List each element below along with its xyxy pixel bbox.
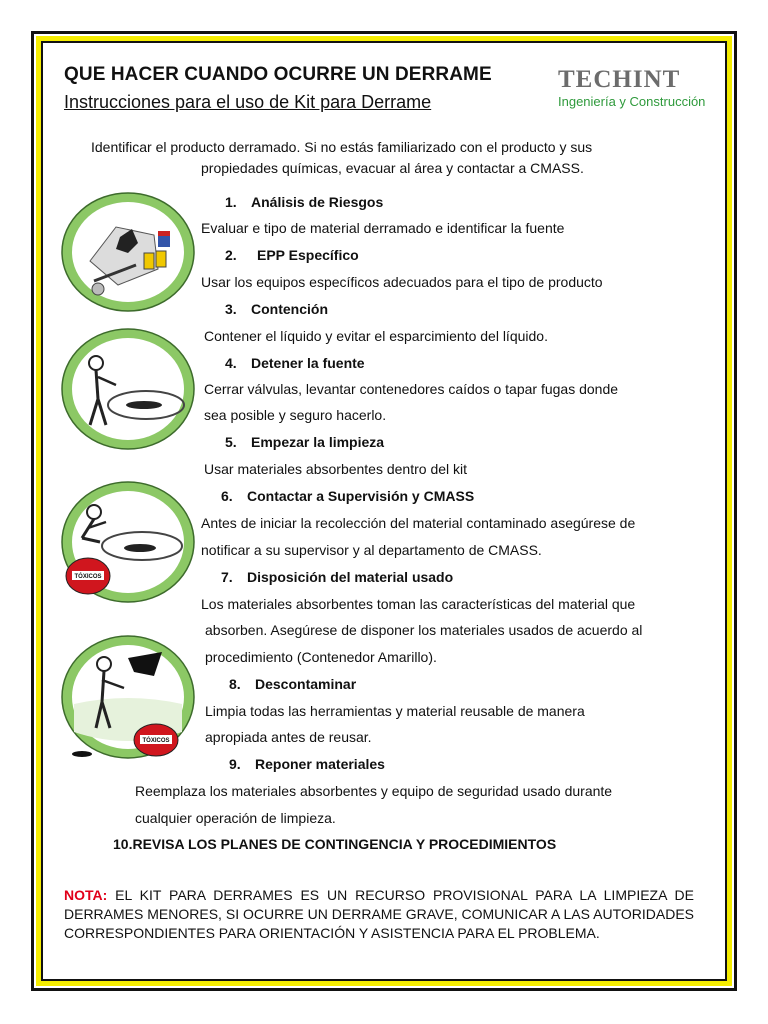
toxic-drum-label: TÓXICOS (74, 574, 102, 580)
step-2-text: Usar los equipos específicos adecuados para el tipo de producto (201, 274, 603, 290)
risk-analysis-illustration (58, 189, 198, 315)
toxic-drum-label-2: TÓXICOS (142, 738, 170, 744)
step-4-text-2: sea posible y seguro hacerlo. (204, 407, 387, 423)
techint-logo: TECHINT (558, 66, 681, 93)
step-7-text-2: absorben. Asegúrese de disponer los materiales usados de acuerdo al (205, 622, 643, 638)
step-10-heading: 10.REVISA LOS PLANES DE CONTINGENCIA Y PROCEDIMIENTOS (113, 836, 557, 852)
note-paragraph (64, 886, 694, 943)
step-8-text-2: apropiada antes de reusar. (205, 729, 372, 745)
step-3-heading: 3. Contención (225, 301, 328, 317)
page-title: QUE HACER CUANDO OCURRE UN DERRAME (64, 64, 492, 85)
logo-tagline: Ingeniería y Construcción (558, 94, 706, 109)
step-6-text-2: notificar a su supervisor y al departamento de CMASS. (201, 542, 542, 558)
step-1-heading: 1. Análisis de Riesgos (225, 194, 384, 210)
step-1-text: Evaluar e tipo de material derramado e identificar la fuente (201, 220, 565, 236)
step-8-heading: 8. Descontaminar (229, 676, 357, 692)
containment-illustration (58, 325, 198, 453)
step-2-heading: 2. EPP Específico (225, 247, 359, 263)
step-6-heading: 6. Contactar a Supervisión y CMASS (221, 488, 475, 504)
step-7-heading: 7. Disposición del material usado (221, 569, 454, 585)
note-text: EL KIT PARA DERRAMES ES UN RECURSO PROVISIONAL PARA LA LIMPIEZA DE DERRAMES MENORES, SI OCURRE UN DERRAME GRAVE, COMUNICAR A LAS AUTORIDADES CORRESPONDIENTES PARA ORIENTACIÓN Y ASISTENCIA PARA EL PROBLEMA. (64, 887, 694, 941)
page-subtitle: Instrucciones para el uso de Kit para Derrame (64, 92, 432, 112)
step-6-text-1: Antes de iniciar la recolección del material contaminado asegúrese de (201, 515, 636, 531)
step-3-text: Contener el líquido y evitar el esparcimiento del líquido. (204, 328, 548, 344)
cleanup-illustration (58, 478, 198, 606)
step-4-text-1: Cerrar válvulas, levantar contenedores caídos o tapar fugas donde (204, 381, 619, 397)
step-5-text: Usar materiales absorbentes dentro del kit (204, 461, 468, 477)
decontamination-illustration (58, 632, 198, 762)
intro-line-2: propiedades químicas, evacuar al área y contactar a CMASS. (201, 160, 584, 176)
step-4-heading: 4. Detener la fuente (225, 355, 365, 371)
step-5-heading: 5. Empezar la limpieza (225, 434, 385, 450)
step-7-text-1: Los materiales absorbentes toman las características del material que (201, 596, 636, 612)
step-8-text-1: Limpia todas las herramientas y material reusable de manera (205, 703, 585, 719)
step-9-heading: 9. Reponer materiales (229, 756, 385, 772)
note-label: NOTA: (64, 887, 108, 903)
step-7-text-3: procedimiento (Contenedor Amarillo). (205, 649, 437, 665)
step-9-text-2: cualquier operación de limpieza. (135, 810, 336, 826)
intro-line-1: Identificar el producto derramado. Si no estás familiarizado con el producto y sus (91, 139, 593, 155)
step-9-text-1: Reemplaza los materiales absorbentes y equipo de seguridad usado durante (135, 783, 613, 799)
